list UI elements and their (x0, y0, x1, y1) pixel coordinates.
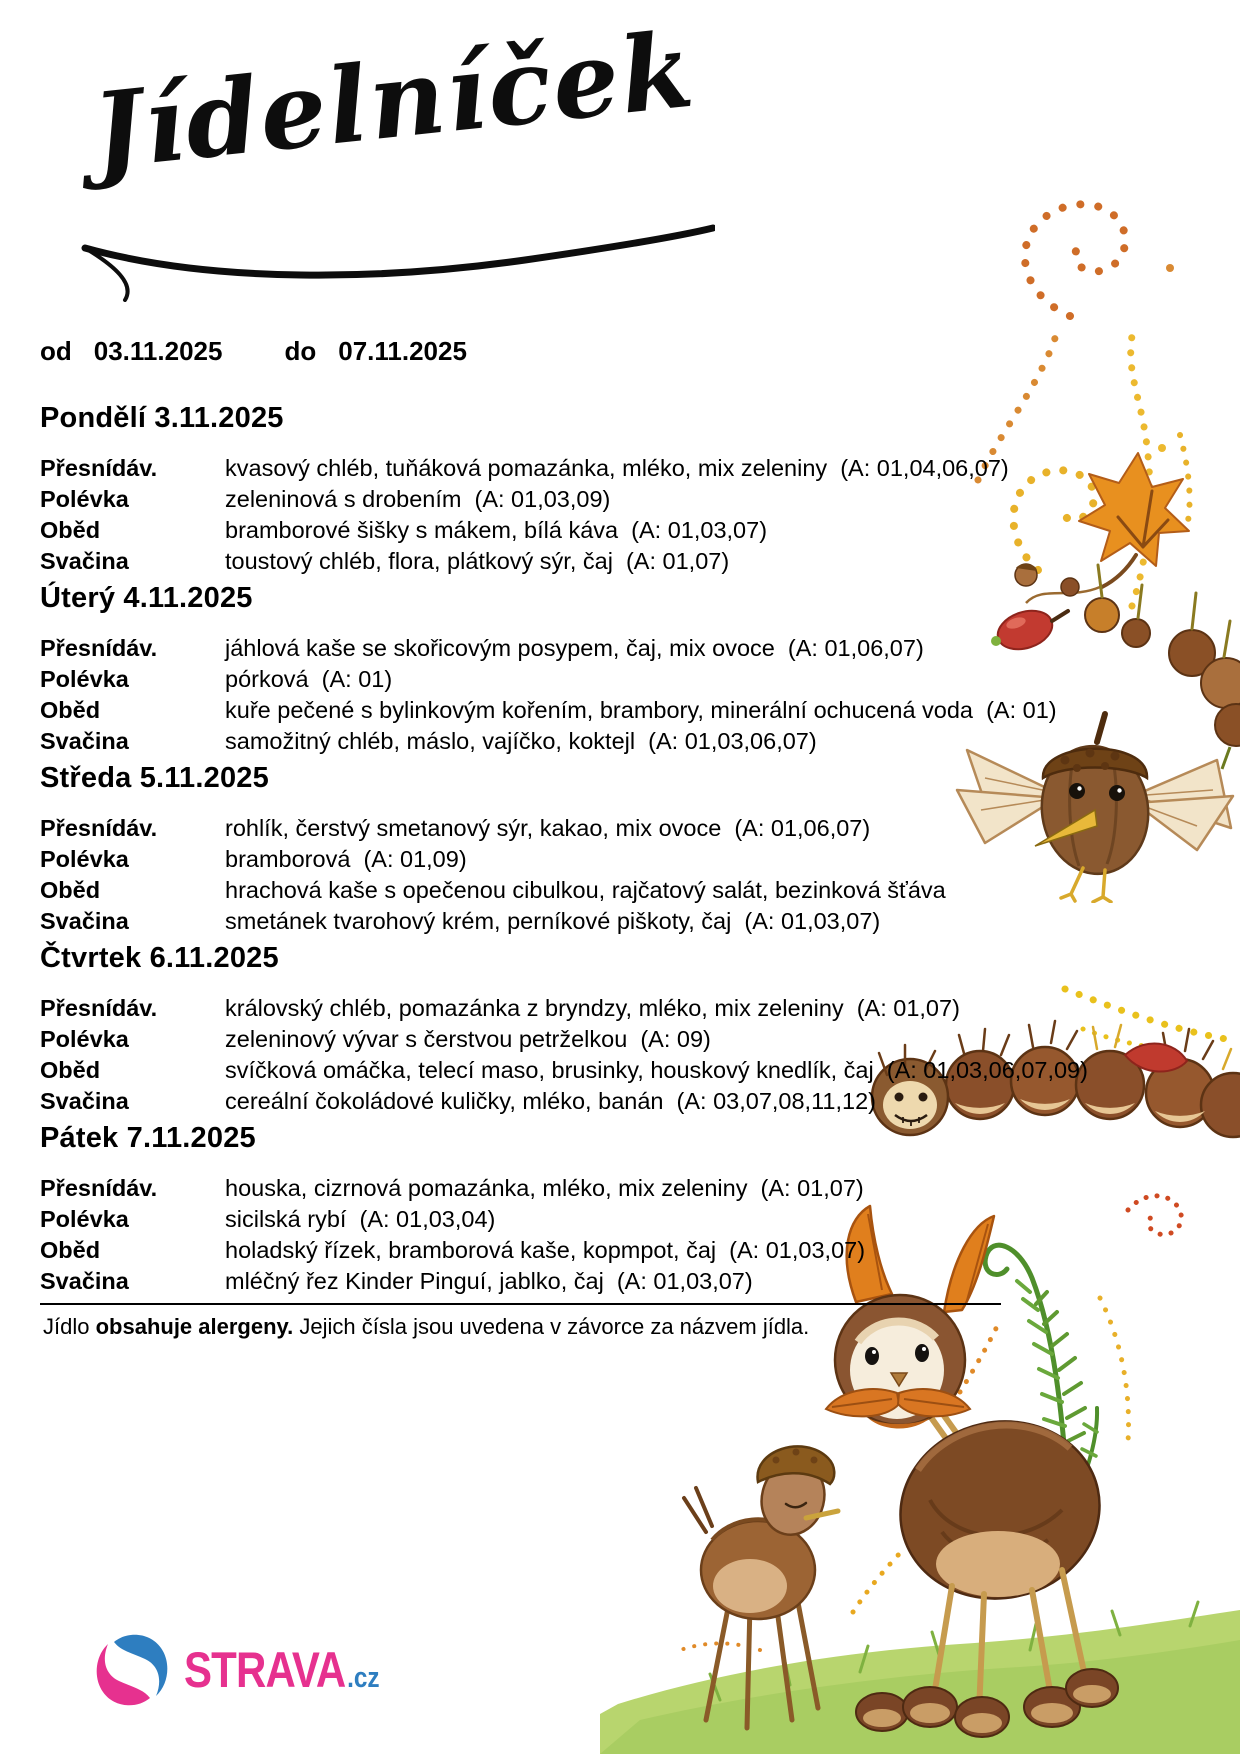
meal-label: Oběd (40, 1057, 101, 1083)
meal-label: Oběd (40, 697, 101, 723)
day-section-thursday (40, 941, 1125, 1117)
strava-logo-tld: .cz (347, 1662, 380, 1694)
meal-label: Svačina (40, 728, 129, 754)
meal-label: Svačina (40, 1268, 129, 1294)
meal-label: Polévka (40, 846, 129, 872)
meal-text: cereální čokoládové kuličky, mléko, banán (A: 03,07,08,11,12) (225, 1088, 876, 1114)
meal-text: zeleninová s drobením (A: 01,03,09) (225, 486, 611, 512)
meal-label: Polévka (40, 666, 129, 692)
menu-row (40, 453, 1125, 484)
from-date: 03.11.2025 (93, 336, 223, 366)
menu-row (40, 1086, 1125, 1117)
meal-text: kuře pečené s bylinkovým kořením, brambory, minerální ochucená voda (A: 01) (225, 697, 1057, 723)
menu-row (40, 1204, 1125, 1235)
strava-logo-brand: STRAVA (184, 1642, 346, 1698)
meal-label: Přesnídáv. (40, 635, 158, 661)
menu-row (40, 633, 1125, 664)
meal-text: svíčková omáčka, telecí maso, brusinky, houskový knedlík, čaj (A: 01,03,06,07,09) (225, 1057, 1088, 1083)
meal-label: Oběd (40, 877, 101, 903)
meal-label: Svačina (40, 1088, 129, 1114)
menu-row (40, 515, 1125, 546)
meal-text: kvasový chléb, tuňáková pomazánka, mléko, mix zeleniny (A: 01,04,06,07) (225, 455, 1009, 481)
menu-content (40, 336, 1125, 1340)
meal-text: jáhlová kaše se skořicovým posypem, čaj, mix ovoce (A: 01,06,07) (225, 635, 924, 661)
meal-text: pórková (A: 01) (225, 666, 393, 692)
allergen-note-bold: obsahuje alergeny. (95, 1314, 294, 1339)
meal-text: houska, cizrnová pomazánka, mléko, mix zeleniny (A: 01,07) (225, 1175, 864, 1201)
to-date: 07.11.2025 (338, 336, 467, 366)
meal-text: bramborové šišky s mákem, bílá káva (A: 01,03,07) (225, 517, 768, 543)
day-title: Čtvrtek 6.11.2025 (40, 942, 279, 974)
meal-text: toustový chléb, flora, plátkový sýr, čaj (A: 01,07) (225, 548, 730, 574)
meal-text: bramborová (A: 01,09) (225, 846, 467, 872)
menu-row (40, 1173, 1125, 1204)
meal-label: Svačina (40, 908, 129, 934)
meal-label: Oběd (40, 1237, 101, 1263)
day-section-wednesday (40, 761, 1125, 937)
date-range (40, 336, 1125, 367)
menu-row (40, 1055, 1125, 1086)
day-section-friday (40, 1121, 1125, 1297)
meal-label: Přesnídáv. (40, 1175, 158, 1201)
meal-text: samožitný chléb, máslo, vajíčko, koktejl (A: 01,03,06,07) (225, 728, 817, 754)
meal-text: smetánek tvarohový krém, perníkové piškoty, čaj (A: 01,03,07) (225, 908, 881, 934)
allergen-note-rest: Jejich čísla jsou uvedena v závorce za názvem jídla. (293, 1314, 810, 1339)
strava-logo (90, 1628, 417, 1712)
day-title: Pondělí 3.11.2025 (40, 402, 284, 434)
day-title: Středa 5.11.2025 (40, 762, 269, 794)
menu-row (40, 993, 1125, 1024)
menu-row (40, 664, 1125, 695)
day-section-monday (40, 401, 1125, 577)
menu-row (40, 726, 1125, 757)
menu-row (40, 695, 1125, 726)
meal-label: Přesnídáv. (40, 995, 158, 1021)
menu-row (40, 1024, 1125, 1055)
meal-text: hrachová kaše s opečenou cibulkou, rajčatový salát, bezinková šťáva (225, 877, 946, 903)
menu-row (40, 844, 1125, 875)
meal-text: sicilská rybí (A: 01,03,04) (225, 1206, 496, 1232)
meal-label: Polévka (40, 1206, 129, 1232)
meal-text: zeleninový vývar s čerstvou petrželkou (A: 09) (225, 1026, 711, 1052)
day-title: Úterý 4.11.2025 (40, 582, 253, 614)
menu-row (40, 1235, 1125, 1266)
meal-label: Oběd (40, 517, 101, 543)
allergen-note (40, 1303, 1001, 1340)
meal-text: holadský řízek, bramborová kaše, kopmpot, čaj (A: 01,03,07) (225, 1237, 866, 1263)
meal-label: Polévka (40, 486, 129, 512)
document-title (55, 7, 715, 302)
meal-text: královský chléb, pomazánka z bryndzy, mléko, mix zeleniny (A: 01,07) (225, 995, 960, 1021)
meal-label: Polévka (40, 1026, 129, 1052)
menu-row (40, 484, 1125, 515)
menu-row (40, 875, 1125, 906)
menu-row (40, 1266, 1125, 1297)
day-section-tuesday (40, 581, 1125, 757)
menu-row (40, 906, 1125, 937)
menu-row (40, 546, 1125, 577)
allergen-note-prefix: Jídlo (43, 1314, 96, 1339)
meal-text: mléčný řez Kinder Pinguí, jablko, čaj (A: 01,03,07) (225, 1268, 753, 1294)
meal-text: rohlík, čerstvý smetanový sýr, kakao, mix ovoce (A: 01,06,07) (225, 815, 871, 841)
strava-logo-icon (90, 1628, 174, 1712)
from-label: od (40, 336, 72, 366)
meal-label: Přesnídáv. (40, 455, 158, 481)
to-label: do (284, 336, 317, 366)
menu-row (40, 813, 1125, 844)
meal-label: Svačina (40, 548, 129, 574)
day-title: Pátek 7.11.2025 (40, 1122, 256, 1154)
page-title: Jídelníček (87, 7, 701, 194)
meal-label: Přesnídáv. (40, 815, 158, 841)
